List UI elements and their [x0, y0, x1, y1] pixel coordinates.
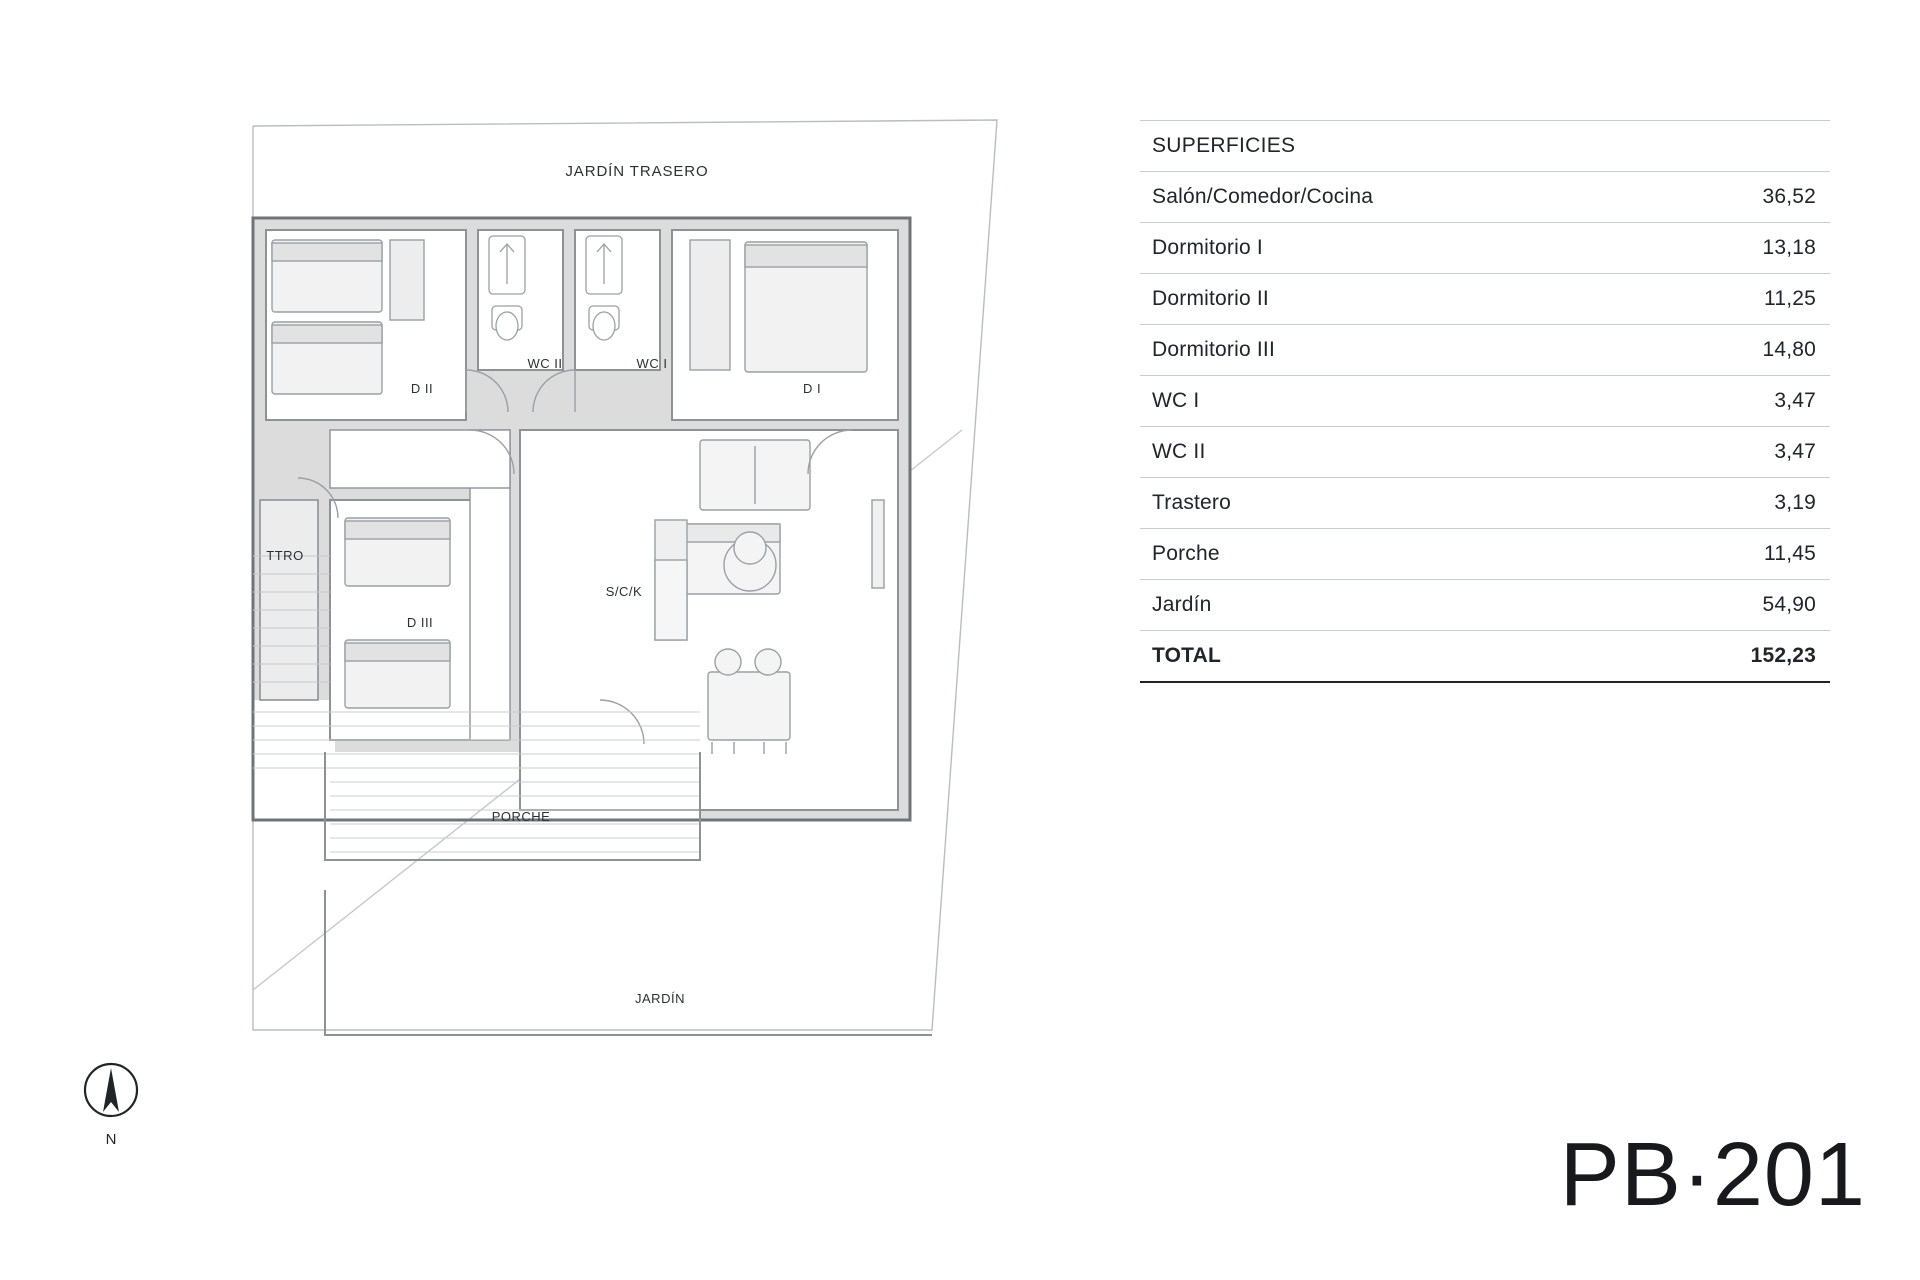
row-value: 54,90 — [1638, 580, 1830, 631]
furniture-bathroom-wc2 — [489, 236, 525, 340]
row-value: 11,25 — [1638, 274, 1830, 325]
row-label: Jardín — [1140, 580, 1638, 631]
row-label: Dormitorio II — [1140, 274, 1638, 325]
furniture-bed-d1 — [690, 240, 867, 372]
row-value: 13,18 — [1638, 223, 1830, 274]
row-value: 14,80 — [1638, 325, 1830, 376]
table-title: SUPERFICIES — [1140, 121, 1638, 172]
label-wc2: WC II — [527, 356, 563, 371]
label-ttro: TTRO — [266, 548, 304, 563]
row-value: 3,47 — [1638, 427, 1830, 478]
furniture-bathroom-wc1 — [586, 236, 622, 340]
total-label: TOTAL — [1140, 631, 1638, 683]
label-wc1: WC I — [636, 356, 668, 371]
row-label: Salón/Comedor/Cocina — [1140, 172, 1638, 223]
row-value: 36,52 — [1638, 172, 1830, 223]
compass-needle — [103, 1068, 119, 1112]
row-value: 3,19 — [1638, 478, 1830, 529]
row-label: Trastero — [1140, 478, 1638, 529]
table-row — [1140, 172, 1830, 223]
label-sck: S/C/K — [605, 584, 643, 599]
front-garden-outline — [325, 890, 932, 1035]
row-label: Porche — [1140, 529, 1638, 580]
row-label: Dormitorio III — [1140, 325, 1638, 376]
table-title-value — [1638, 121, 1830, 172]
label-jardin-trasero: JARDÍN TRASERO — [565, 163, 709, 180]
row-label: WC II — [1140, 427, 1638, 478]
surfaces-table-area — [1140, 120, 1830, 683]
compass-north-label: N — [105, 1131, 117, 1148]
table-row — [1140, 529, 1830, 580]
surfaces-table-body — [1140, 121, 1830, 683]
table-row — [1140, 580, 1830, 631]
label-porche: PORCHE — [491, 809, 551, 824]
surfaces-table — [1140, 120, 1830, 683]
row-label: WC I — [1140, 376, 1638, 427]
total-value: 152,23 — [1638, 631, 1830, 683]
table-row — [1140, 274, 1830, 325]
table-row — [1140, 325, 1830, 376]
label-d1: D I — [802, 381, 822, 396]
table-header-row — [1140, 121, 1830, 172]
table-row — [1140, 223, 1830, 274]
label-jardin: JARDÍN — [635, 991, 685, 1006]
row-label: Dormitorio I — [1140, 223, 1638, 274]
label-d3: D III — [406, 615, 434, 630]
table-row — [1140, 376, 1830, 427]
table-total-row — [1140, 631, 1830, 683]
compass-rose — [76, 1050, 146, 1150]
table-row — [1140, 478, 1830, 529]
row-value: 3,47 — [1638, 376, 1830, 427]
table-row — [1140, 427, 1830, 478]
row-value: 11,45 — [1638, 529, 1830, 580]
label-d2: D II — [410, 381, 434, 396]
plan-code: PB·201 — [1559, 1125, 1866, 1225]
